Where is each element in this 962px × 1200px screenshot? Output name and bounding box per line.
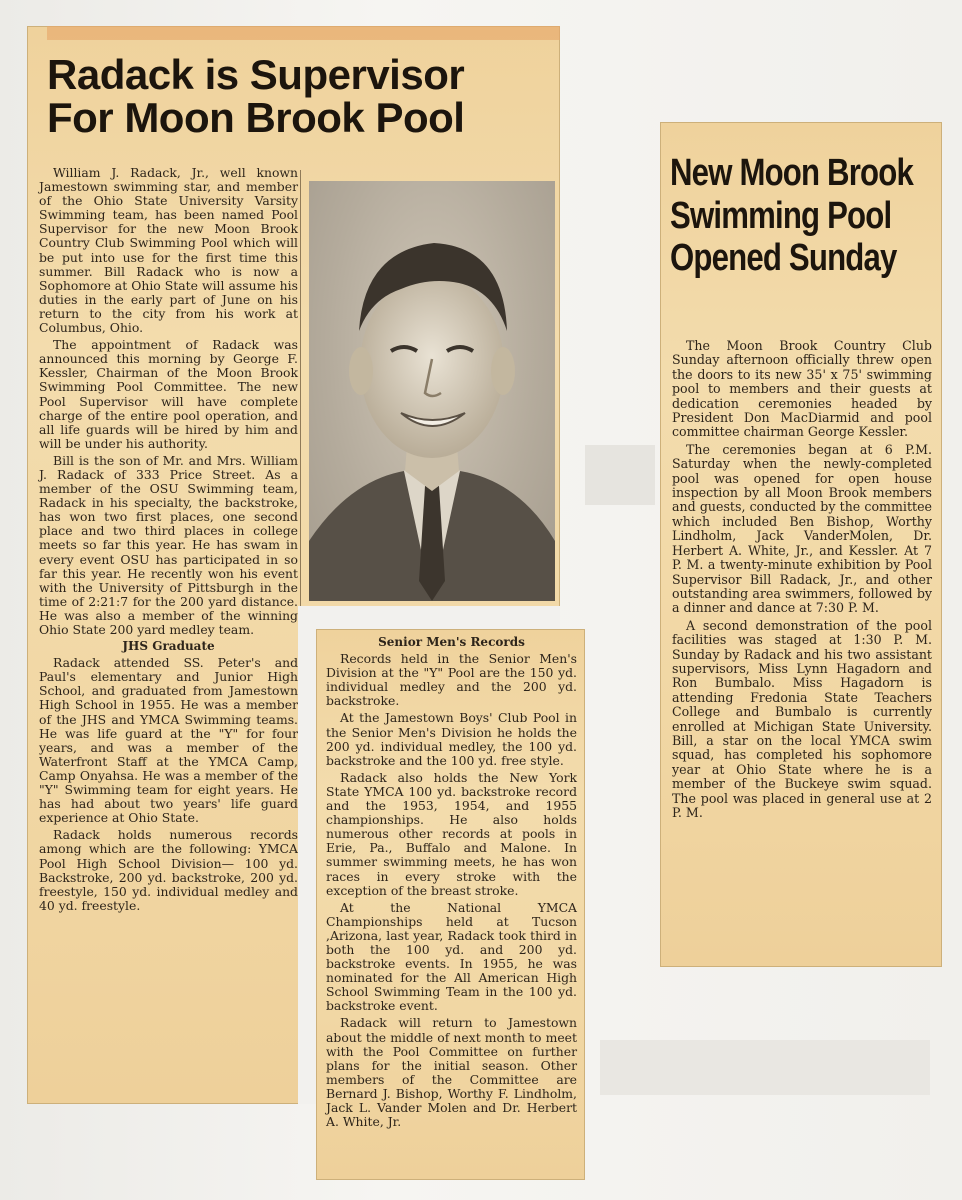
paragraph: Radack also holds the New York State YMCA 100 yd. backstroke record and the 1953, 1954, and 1955 championships. He also holds numerous other records at pools in Erie, Pa., Buffalo and Malone. In summer swimming meets, he has won races in every stroke with the exception of the breast stroke. (326, 769, 577, 898)
subhead-jhs-graduate: JHS Graduate (122, 639, 215, 654)
headline-line-2: For Moon Brook Pool (47, 93, 465, 141)
paragraph: At the National YMCA Championships held at Tucson ,Arizona, last year, Radack took third in both the 100 yd. and 200 yd. backstroke events. In 1955, he was nominated for the All American High School Swimming Team in the 100 yd. backstroke event. (326, 899, 577, 1014)
subhead-senior-mens-records: Senior Men's Records (378, 635, 525, 649)
headline-radack-supervisor (47, 51, 547, 141)
records-article-column (326, 635, 577, 1130)
pool-opened-article-column (672, 339, 932, 820)
paragraph: Radack holds numerous records among which are the following: YMCA Pool High School Division— 100 yd. Backstroke, 200 yd. backstroke, 200 yd. freestyle, 150 yd. individual medley and 40 yd. freestyle. (39, 827, 298, 913)
ghost-print-decoration (600, 1040, 930, 1095)
portrait-illustration (309, 181, 555, 601)
paragraph: The Moon Brook Country Club Sunday afternoon officially threw open the doors to its new 35' x 75' swimming pool to members and their guests at dedication ceremonies headed by President Don MacDiarmid and pool committee chairman George Kessler. (672, 338, 932, 440)
paragraph: Records held in the Senior Men's Division at the "Y" Pool are the 150 yd. individual medley and the 200 yd. backstroke. (326, 651, 577, 709)
paragraph: At the Jamestown Boys' Club Pool in the Senior Men's Division he holds the 200 yd. individual medley, the 100 yd. backstroke and the 100 yd. free style. (326, 710, 577, 768)
paragraph: Radack attended SS. Peter's and Paul's elementary and Junior High School, and graduated from Jamestown High School in 1955. He was a member of the JHS and YMCA Swimming teams. He was life guard at the "Y" for four years, and was a member of the Waterfront Staff at the YMCA Camp, Camp Onyahsa. He was a member of the "Y" Swimming team for eight years. He has had about two years' life guard experience at Ohio State. (39, 655, 298, 826)
headline-line-1: Radack is Supervisor (47, 51, 465, 98)
paragraph: William J. Radack, Jr., well known Jamestown swimming star, and member of the Ohio State University Varsity Swimming team, has been named Pool Supervisor for the new Moon Brook Country Club Swimming Pool which will be put into use for the first time this summer. Bill Radack who is now a Sophomore at Ohio State will assume his duties in the early part of June on his return to the city from his work at Columbus, Ohio. (39, 165, 298, 336)
paragraph: Radack will return to Jamestown about the middle of next month to meet with the Pool Committee on further plans for the initial season. Other members of the Committee are Bernard J. Bishop, Worthy F. Lindholm, Jack L. Vander Molen and Dr. Herbert A. White, Jr. (326, 1015, 577, 1130)
paragraph: The appointment of Radack was announced this morning by George F. Kessler, Chairman of the Moon Brook Swimming Pool Committee. The new Pool Supervisor will have complete charge of the entire pool operation, and all life guards will be hired by him and will be under his authority. (39, 337, 298, 451)
main-article-column (39, 166, 298, 913)
portrait-photo-bill-radack (309, 181, 555, 601)
paragraph: A second demonstration of the pool facilities was staged at 1:30 P. M. Sunday by Radack and his two assistant supervisors, Miss Lynn Hagadorn and Ron Bumbalo. Miss Hagadorn is attending Fredonia State Teachers College and Bumbalo is currently enrolled at Michigan State University. Bill, a star on the local YMCA swim squad, has completed his sophomore year at Ohio State where he is a member of the Buckeye swim squad. The pool was placed in general use at 2 P. M. (672, 617, 932, 820)
paragraph: Bill is the son of Mr. and Mrs. William J. Radack of 333 Price Street. As a member of the OSU Swimming team, Radack in his specialty, the backstroke, has won two first places, one second place and two third places in college meets so far this year. He has swam in every event OSU has participated in so far this year. He recently won his event with the University of Pittsburgh in the time of 2:21:7 for the 200 yard distance. He was also a member of the winning Ohio State 200 yard medley team. (39, 452, 298, 637)
paragraph: The ceremonies began at 6 P.M. Saturday when the newly-completed pool was opened for open house inspection by all Moon Brook members and guests, conducted by the committee which included Ben Bishop, Worthy Lindholm, Jack VanderMolen, Dr. Herbert A. White, Jr., and Kessler. At 7 P. M. a twenty-minute exhibition by Pool Supervisor Bill Radack, Jr., and other outstanding area swimmers, followed by a dinner and dance at 7:30 P. M. (672, 441, 932, 616)
clipping-pool-opened (660, 122, 942, 967)
headline-line-3: Opened Sunday (670, 237, 897, 280)
torn-top-strip (47, 26, 560, 40)
ghost-print-decoration (585, 445, 655, 505)
clipping-senior-mens-records (316, 629, 585, 1180)
headline-line-1: New Moon Brook (670, 152, 913, 194)
headline-line-2: Swimming Pool (670, 194, 892, 237)
headline-pool-opened (670, 152, 941, 280)
